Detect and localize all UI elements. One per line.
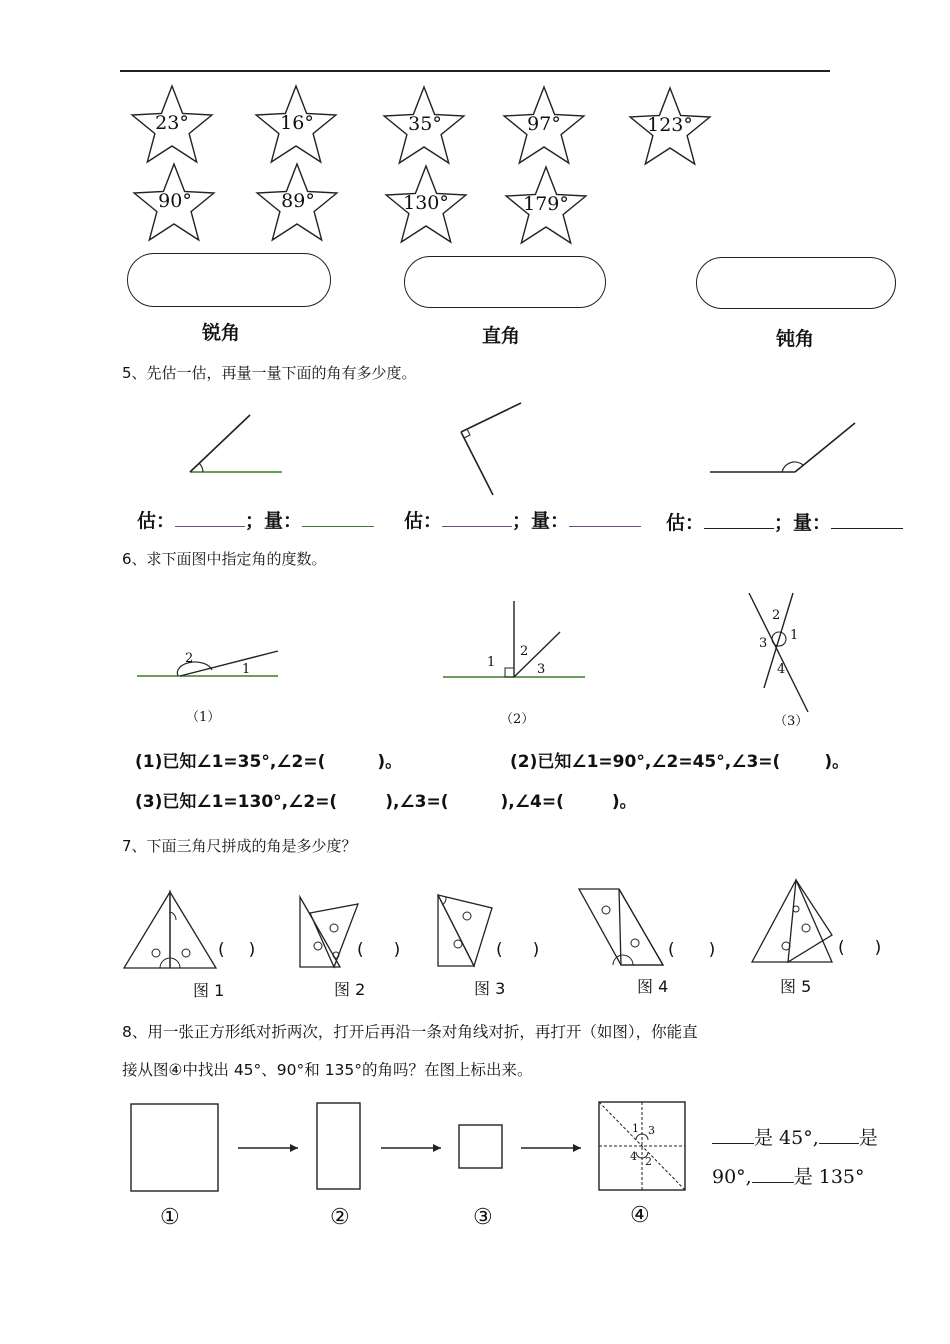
square-num: 1: [632, 1122, 639, 1135]
step-1: ①: [160, 1205, 180, 1230]
q7-fig-5: 图 5: [780, 977, 812, 996]
star-label: 16°: [280, 112, 314, 134]
paren-right: ): [393, 940, 401, 960]
q6-text: (3)已知∠1=130°,∠2=(: [135, 792, 338, 812]
fig3-num: 4: [777, 662, 786, 677]
q7-fig-1: 图 1: [193, 981, 225, 1000]
q6-text: (1)已知∠1=35°,∠2=(: [135, 752, 326, 772]
meas-label: 量：: [531, 510, 570, 532]
q6-text: ),∠3=(: [385, 792, 449, 812]
q6-text: )。: [824, 752, 850, 772]
paren-left: (: [218, 940, 225, 960]
paren-right: ): [248, 940, 256, 960]
blank-135[interactable]: [752, 1182, 794, 1183]
est-label: 估：: [404, 510, 443, 532]
star-label: 89°: [281, 190, 315, 212]
star-label: 123°: [647, 114, 693, 136]
fig2-num: 3: [537, 662, 546, 677]
paren-left: (: [668, 940, 675, 960]
paren-right: ): [874, 938, 882, 958]
bin-label-acute: 锐角: [202, 322, 241, 344]
star-label: 130°: [403, 192, 449, 214]
ans-text: 是: [858, 1127, 878, 1149]
square-num: 4: [630, 1150, 637, 1163]
est-label: 估：: [137, 510, 176, 532]
step-3: ③: [473, 1205, 493, 1230]
sep: ；: [774, 512, 794, 534]
fig1-num: 2: [185, 651, 194, 666]
fig3-num: 3: [759, 636, 768, 651]
paren-left: (: [838, 938, 845, 958]
q7-fig-3: 图 3: [474, 979, 506, 998]
q6-text: (2)已知∠1=90°,∠2=45°,∠3=(: [510, 752, 781, 772]
ans-text: 90°,: [712, 1166, 752, 1188]
est-label: 估：: [666, 512, 705, 534]
sep: ；: [245, 510, 265, 532]
fig3-num: 1: [790, 628, 799, 643]
q6-text: )。: [611, 792, 637, 812]
star-label: 35°: [408, 113, 442, 135]
q7-fig-4: 图 4: [637, 977, 669, 996]
fig1-caption: （1）: [186, 710, 221, 725]
step-4: ④: [630, 1203, 650, 1228]
paren-right: ): [532, 940, 540, 960]
square-num: 2: [645, 1155, 652, 1168]
step-2: ②: [330, 1205, 350, 1230]
blank-90[interactable]: [819, 1143, 859, 1144]
ans-text: 是 45°,: [754, 1127, 819, 1149]
meas-label: 量：: [793, 512, 832, 534]
q8-answer-line1: [712, 1123, 878, 1150]
q6-title: 6、求下面图中指定角的度数。: [122, 550, 327, 568]
q5-title: 5、先估一估，再量一量下面的角有多少度。: [122, 364, 417, 382]
paren-left: (: [496, 940, 503, 960]
blank-45[interactable]: [712, 1143, 754, 1144]
fig3-caption: （3）: [774, 714, 809, 729]
paper-quarter: [459, 1125, 502, 1168]
meas-label: 量：: [264, 510, 303, 532]
q6-text: )。: [377, 752, 403, 772]
q7-title: 7、下面三角尺拼成的角是多少度？: [122, 837, 357, 855]
q8-line2: 接从图④中找出 45°、90°和 135°的角吗？在图上标出来。: [122, 1061, 533, 1079]
ans-text: 是 135°: [793, 1166, 865, 1188]
sep: ；: [512, 510, 532, 532]
q8-answer-line2: [712, 1162, 865, 1189]
paper-half: [317, 1103, 360, 1189]
fig2-num: 1: [487, 655, 496, 670]
fig2-caption: （2）: [500, 712, 535, 727]
q6-text: ),∠4=(: [500, 792, 564, 812]
q7-fig-2: 图 2: [334, 980, 366, 999]
star-label: 23°: [155, 112, 189, 134]
fig1-num: 1: [242, 662, 251, 677]
fig3-num: 2: [772, 608, 781, 623]
paper-square: [131, 1104, 218, 1191]
paren-right: ): [708, 940, 716, 960]
fig2-num: 2: [520, 644, 529, 659]
star-label: 90°: [158, 190, 192, 212]
star-label: 179°: [523, 193, 569, 215]
q8-line1: 8、用一张正方形纸对折两次，打开后再沿一条对角线对折，再打开（如图），你能直: [122, 1023, 698, 1041]
paren-left: (: [357, 940, 364, 960]
star-label: 97°: [527, 113, 561, 135]
bin-label-right: 直角: [482, 325, 521, 347]
square-num: 3: [648, 1124, 655, 1137]
bin-label-obtuse: 钝角: [776, 328, 815, 350]
